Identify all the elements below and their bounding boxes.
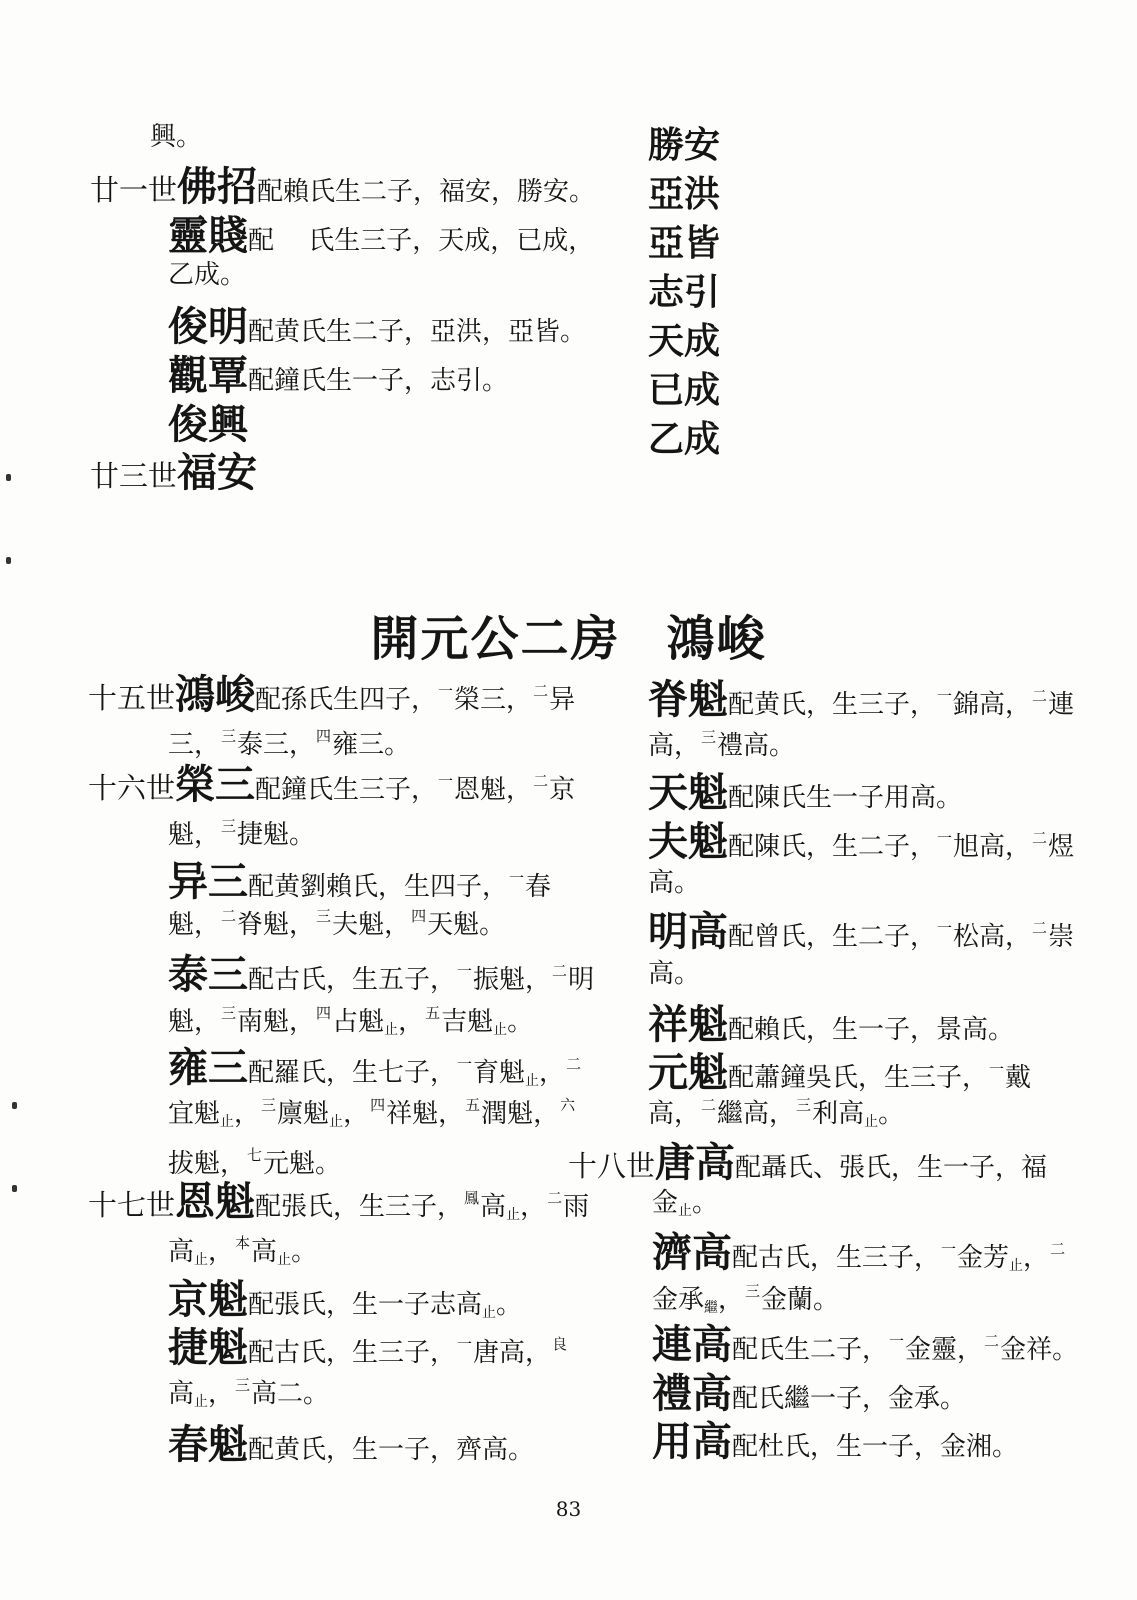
person-name: 佛招 bbox=[177, 163, 258, 210]
person-name: 靈賤 bbox=[168, 212, 248, 259]
person-name: 京魁 bbox=[168, 1276, 248, 1323]
entry-yongsan: 雍三配羅氏，生七子，$^一$育魁$_止$，$^二$ bbox=[168, 1044, 582, 1091]
right-name-1: 勝安 bbox=[648, 124, 721, 166]
person-name: 唐高 bbox=[655, 1139, 736, 1186]
generation-label: 廿三世 bbox=[90, 459, 178, 493]
entry-yisan: 异三配黄劉賴氏，生四子，$^一$春 bbox=[168, 858, 552, 905]
entry-yisan-cont: 魁，$^二$脊魁，$^三$夫魁，$^四$天魁。 bbox=[168, 907, 506, 940]
entry-hongjun-cont: 三，$^三$泰三，$^四$雍三。 bbox=[168, 727, 411, 760]
entry-guanqin: 觀覃配鐘氏生一子，志引。 bbox=[168, 352, 509, 399]
page-number: 83 bbox=[555, 1497, 582, 1521]
entry-jigao: 濟高配古氏，生三子，$^一$金芳$_止$，$^二$ bbox=[652, 1229, 1066, 1276]
entry-minggao-cont: 高。 bbox=[648, 959, 701, 989]
entry-tiankui: 天魁配陳氏生一子用高。 bbox=[648, 769, 963, 816]
entry-rongsan-cont: 魁，$^三$捷魁。 bbox=[168, 817, 316, 850]
person-name: 雍三 bbox=[168, 1044, 248, 1091]
scan-speck bbox=[12, 1102, 17, 1109]
person-name: 捷魁 bbox=[168, 1324, 248, 1371]
person-name: 元魁 bbox=[648, 1049, 728, 1096]
right-name-2: 亞洪 bbox=[648, 173, 721, 215]
person-name: 禮高 bbox=[652, 1370, 732, 1417]
entry-tanggao: 十八世唐高配聶氏、張氏，生一子，福 bbox=[568, 1139, 1048, 1186]
person-name: 觀覃 bbox=[168, 352, 248, 399]
person-name: 福安 bbox=[177, 449, 258, 496]
entry-enkui-cont: 高$_止$，$^本$高$_止$。 bbox=[168, 1234, 318, 1268]
person-name: 春魁 bbox=[168, 1421, 248, 1468]
generation-label: 十五世 bbox=[88, 681, 176, 715]
entry-fozhao: 廿一世佛招配賴氏生二子，福安，勝安。 bbox=[90, 163, 596, 210]
entry-taisan: 泰三配古氏，生五子，$^一$振魁，$^二$明 bbox=[168, 951, 595, 998]
generation-label: 十七世 bbox=[88, 1188, 176, 1222]
continued-text: 興。 bbox=[150, 122, 203, 152]
right-name-6: 已成 bbox=[648, 369, 721, 411]
person-name: 泰三 bbox=[168, 951, 248, 998]
right-name-7: 乙成 bbox=[648, 418, 721, 460]
person-name: 鴻峻 bbox=[175, 671, 256, 718]
entry-fukui: 夫魁配陳氏，生二子，$^一$旭高，$^二$煜 bbox=[648, 818, 1075, 865]
entry-xiangkui: 祥魁配賴氏，生一子，景高。 bbox=[648, 1001, 1015, 1048]
person-name: 夫魁 bbox=[648, 818, 728, 865]
entry-hongjun: 十五世鴻峻配孫氏生四子，$^一$榮三，$^二$异 bbox=[88, 671, 576, 718]
entry-ligao: 禮高配氏繼一子，金承。 bbox=[652, 1370, 967, 1417]
person-name: 恩魁 bbox=[175, 1178, 256, 1225]
scan-speck bbox=[6, 557, 11, 564]
right-name-5: 天成 bbox=[648, 320, 721, 362]
entry-jingkui: 京魁配張氏，生一子志高$_止$。 bbox=[168, 1276, 523, 1323]
person-name: 异三 bbox=[168, 858, 248, 905]
entry-yongsan-cont2: 拔魁，$^七$元魁。 bbox=[168, 1146, 342, 1179]
entry-jikui: 脊魁配黄氏，生三子，$^一$錦高，$^二$連 bbox=[648, 676, 1075, 723]
person-name: 明高 bbox=[648, 908, 728, 955]
person-name: 榮三 bbox=[175, 761, 256, 808]
entry-jiekui-cont: 高$_止$，$^三$高二。 bbox=[168, 1376, 330, 1410]
entry-fuan bbox=[90, 449, 258, 496]
section-title: 開元公二房 鴻峻 bbox=[370, 611, 767, 667]
entry-chunkui: 春魁配黄氏，生一子，齊高。 bbox=[168, 1421, 535, 1468]
generation-label: 十六世 bbox=[88, 771, 176, 805]
entry-junxing bbox=[168, 401, 248, 448]
entry-yongsan-cont: 宜魁$_止$，$^三$廪魁$_止$，$^四$祥魁，$^五$潤魁，$^六$ bbox=[168, 1096, 576, 1130]
scan-speck bbox=[6, 474, 11, 481]
entry-lingjian-cont: 乙成。 bbox=[168, 260, 247, 290]
entry-yuankui-cont: 高，$^二$繼高，$^三$利高$_止$。 bbox=[648, 1096, 905, 1130]
person-name: 用高 bbox=[652, 1418, 732, 1465]
entry-taisan-cont: 魁，$^三$南魁，$^四$占魁$_止$，$^五$吉魁$_止$。 bbox=[168, 1004, 534, 1038]
entry-fukui-cont: 高。 bbox=[648, 868, 701, 898]
scan-speck bbox=[12, 1185, 17, 1192]
right-name-3: 亞皆 bbox=[648, 222, 721, 264]
person-name: 祥魁 bbox=[648, 1001, 728, 1048]
person-name: 俊明 bbox=[168, 303, 248, 350]
entry-jiekui: 捷魁配古氏，生三子，$^一$唐高，$^良$ bbox=[168, 1324, 568, 1371]
person-name: 天魁 bbox=[648, 769, 728, 816]
person-name: 俊興 bbox=[168, 401, 248, 448]
entry-liangao: 連高配氏生二子，$^一$金靈，$^二$金祥。 bbox=[652, 1321, 1079, 1368]
entry-enkui: 十七世恩魁配張氏，生三子，$^鳳$高$_止$，$^二$雨 bbox=[88, 1178, 590, 1225]
generation-label: 廿一世 bbox=[90, 173, 178, 207]
entry-minggao: 明高配曾氏，生二子，$^一$松高，$^二$崇 bbox=[648, 908, 1075, 955]
entry-jikui-cont: 高，$^三$禮高。 bbox=[648, 728, 796, 761]
person-name: 連高 bbox=[652, 1321, 732, 1368]
right-name-4: 志引 bbox=[648, 271, 721, 313]
entry-yonggao: 用高配杜氏，生一子，金湘。 bbox=[652, 1418, 1019, 1465]
entry-tanggao-cont: 金$_止$。 bbox=[652, 1188, 719, 1219]
person-name: 濟高 bbox=[652, 1229, 732, 1276]
generation-label: 十八世 bbox=[568, 1149, 656, 1183]
entry-rongsan: 十六世榮三配鐘氏生三子，$^一$恩魁，$^二$京 bbox=[88, 761, 576, 808]
person-name: 脊魁 bbox=[648, 676, 728, 723]
entry-jigao-cont: 金承$_繼$，$^三$金蘭。 bbox=[652, 1282, 840, 1316]
entry-yuankui: 元魁配蕭鐘吳氏，生三子，$^一$戴 bbox=[648, 1049, 1032, 1096]
entry-junming: 俊明配黄氏生二子，亞洪，亞皆。 bbox=[168, 303, 587, 350]
entry-lingjian: 靈賤配 氏生三子，天成，已成， bbox=[168, 212, 595, 259]
